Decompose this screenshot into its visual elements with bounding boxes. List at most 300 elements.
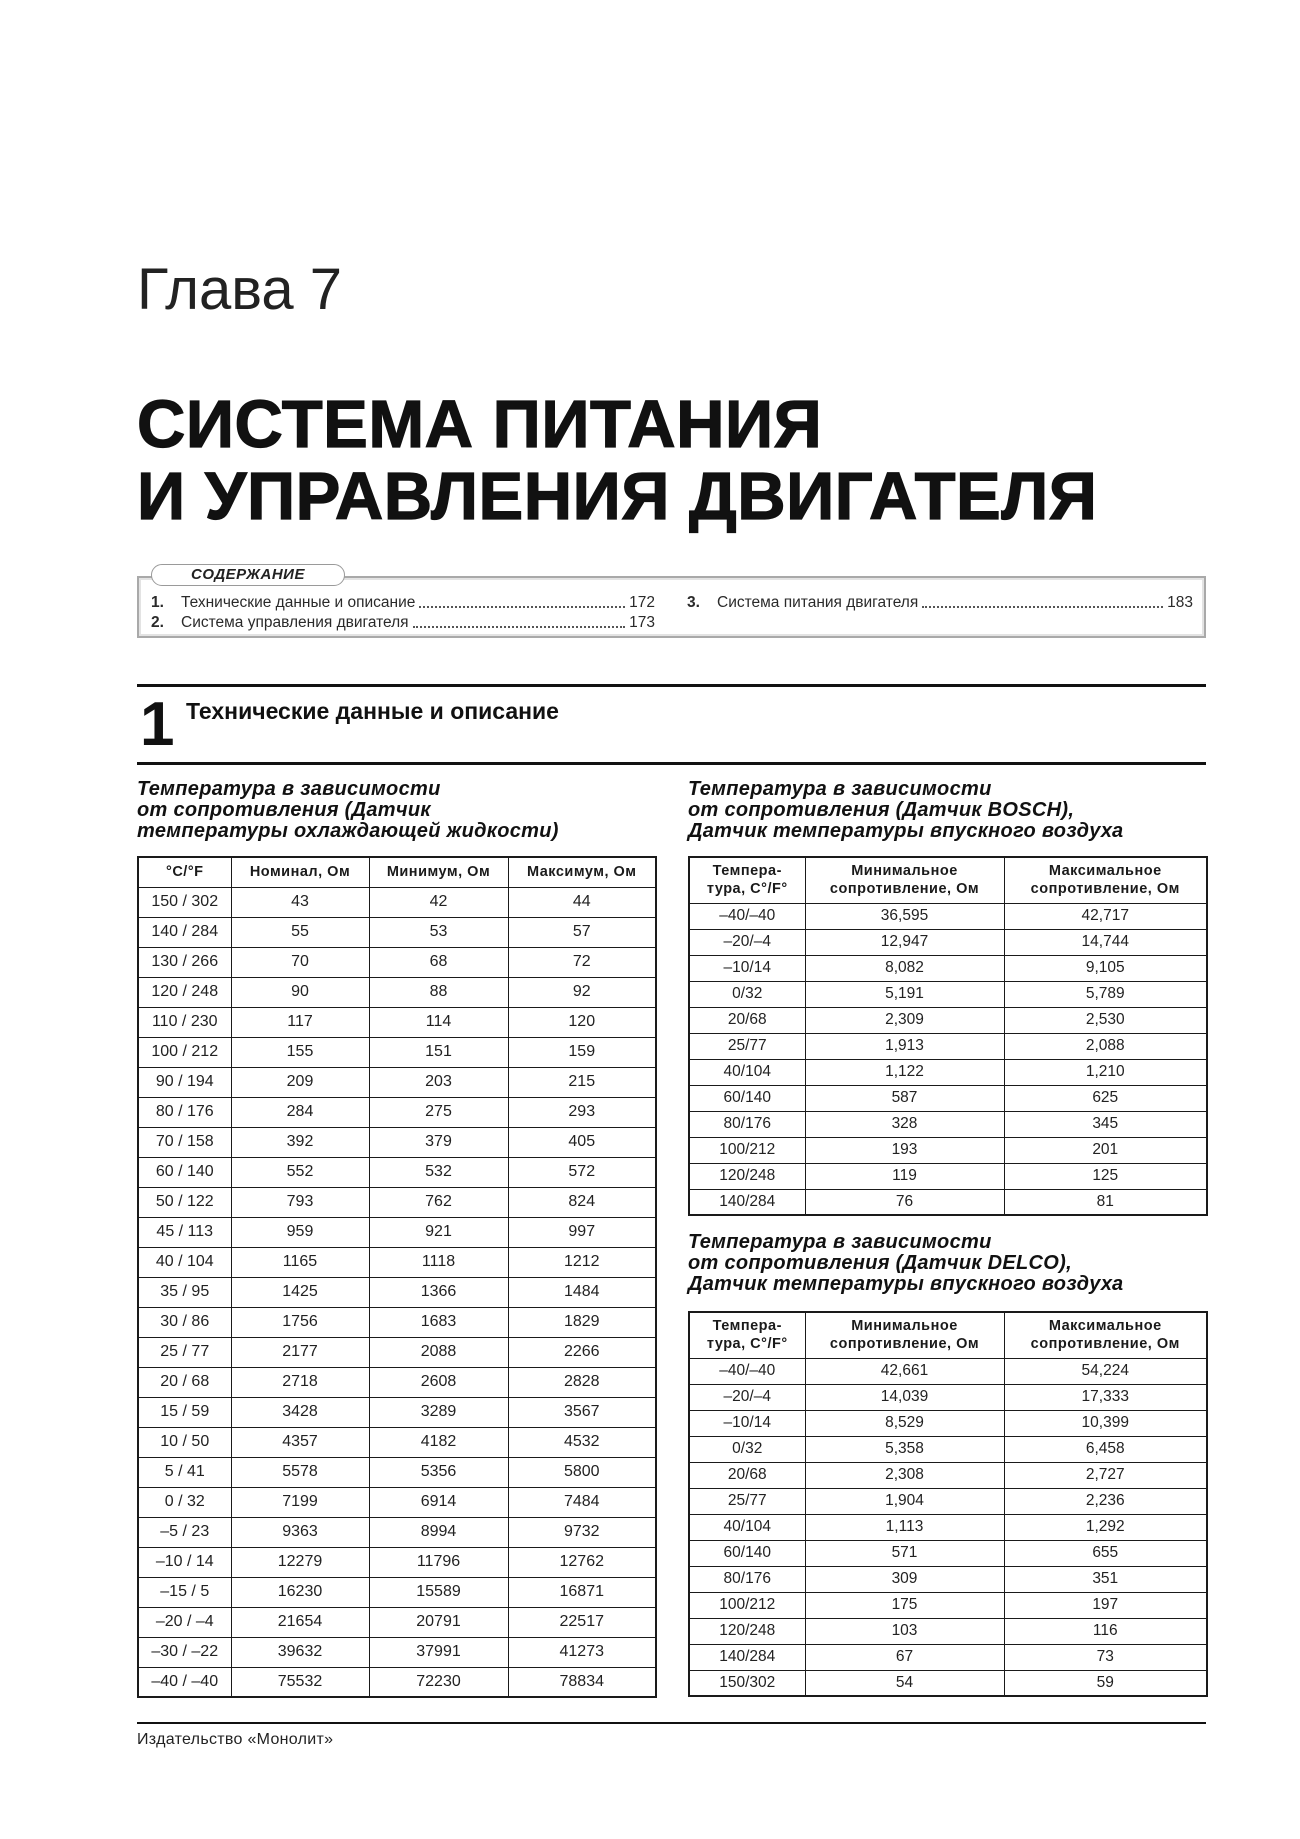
toc-page-number: 183: [1167, 594, 1193, 611]
section-top-rule: [137, 684, 1206, 687]
heading-line: Температура в зависимости: [688, 778, 992, 800]
table-row: [138, 1007, 656, 1037]
heading-line: Температура в зависимости: [688, 1231, 992, 1253]
resistance-cell: 328: [805, 1111, 1004, 1137]
temperature-cell: 30 / 86: [138, 1307, 231, 1337]
resistance-cell: 8994: [369, 1517, 508, 1547]
resistance-cell: 5578: [231, 1457, 369, 1487]
table-row: [689, 1618, 1207, 1644]
resistance-cell: 1165: [231, 1247, 369, 1277]
resistance-cell: 9732: [508, 1517, 656, 1547]
heading-line: от сопротивления (Датчик BOSCH),: [688, 799, 1075, 821]
resistance-cell: 54,224: [1004, 1358, 1207, 1384]
resistance-cell: 42,717: [1004, 903, 1207, 929]
toc-page-number: 172: [629, 594, 655, 611]
column-header: °C/°F: [138, 857, 231, 887]
temperature-cell: –5 / 23: [138, 1517, 231, 1547]
temperature-cell: –20 / –4: [138, 1607, 231, 1637]
column-header: [805, 857, 1004, 903]
table-row: [689, 1462, 1207, 1488]
table-row: [138, 1157, 656, 1187]
table-row: [689, 1566, 1207, 1592]
column-header: [689, 1312, 805, 1358]
table-row: [138, 1097, 656, 1127]
table-row: [689, 1436, 1207, 1462]
table-row: [689, 1111, 1207, 1137]
toc-title: Технические данные и описание: [181, 594, 416, 611]
table-row: [138, 1667, 656, 1697]
temperature-cell: 100/212: [689, 1137, 805, 1163]
table-row: [138, 1427, 656, 1457]
toc-number: 2.: [151, 614, 164, 631]
temperature-cell: 140 / 284: [138, 917, 231, 947]
resistance-cell: 8,082: [805, 955, 1004, 981]
resistance-cell: 2088: [369, 1337, 508, 1367]
column-header-line: тура, C°/F°: [706, 1336, 788, 1353]
resistance-cell: 1756: [231, 1307, 369, 1337]
resistance-cell: 175: [805, 1592, 1004, 1618]
column-header-line: сопротивление, Ом: [829, 1336, 980, 1353]
table-row: [689, 1137, 1207, 1163]
resistance-cell: 92: [508, 977, 656, 1007]
resistance-cell: 379: [369, 1127, 508, 1157]
toc-page-number: 173: [629, 614, 655, 631]
resistance-cell: 41273: [508, 1637, 656, 1667]
temperature-cell: 45 / 113: [138, 1217, 231, 1247]
table-row: [689, 1592, 1207, 1618]
column-header-line: сопротивление, Ом: [829, 881, 980, 898]
resistance-cell: 197: [1004, 1592, 1207, 1618]
column-header-line: Темпера-: [712, 1318, 782, 1335]
resistance-cell: 72: [508, 947, 656, 977]
resistance-cell: 997: [508, 1217, 656, 1247]
table-row: [689, 1644, 1207, 1670]
contents-heading: СОДЕРЖАНИЕ: [151, 564, 345, 586]
resistance-cell: 44: [508, 887, 656, 917]
heading-line: температуры охлаждающей жидкости): [137, 820, 559, 842]
temperature-cell: –20/–4: [689, 929, 805, 955]
temperature-cell: 35 / 95: [138, 1277, 231, 1307]
resistance-cell: 2718: [231, 1367, 369, 1397]
table-row: [138, 1547, 656, 1577]
resistance-cell: 114: [369, 1007, 508, 1037]
table-row: [138, 1397, 656, 1427]
heading-line: от сопротивления (Датчик: [137, 799, 431, 821]
temperature-cell: 50 / 122: [138, 1187, 231, 1217]
resistance-cell: 275: [369, 1097, 508, 1127]
temperature-cell: 40/104: [689, 1514, 805, 1540]
resistance-cell: 10,399: [1004, 1410, 1207, 1436]
resistance-cell: 42: [369, 887, 508, 917]
chapter-label: Глава 7: [137, 257, 343, 322]
table-row: [138, 887, 656, 917]
table-row: [138, 1577, 656, 1607]
table-row: [138, 1367, 656, 1397]
toc-number: 3.: [687, 594, 700, 611]
resistance-cell: 42,661: [805, 1358, 1004, 1384]
resistance-cell: 7199: [231, 1487, 369, 1517]
temperature-cell: 25 / 77: [138, 1337, 231, 1367]
temperature-cell: 120 / 248: [138, 977, 231, 1007]
toc-item-technical-data[interactable]: [151, 594, 655, 612]
resistance-cell: 75532: [231, 1667, 369, 1697]
heading-line: Температура в зависимости: [137, 778, 441, 800]
resistance-cell: 4532: [508, 1427, 656, 1457]
resistance-cell: 43: [231, 887, 369, 917]
table-row: [138, 1457, 656, 1487]
column-header-line: сопротивление, Ом: [1030, 881, 1180, 898]
resistance-cell: 68: [369, 947, 508, 977]
temperature-cell: –15 / 5: [138, 1577, 231, 1607]
resistance-cell: 21654: [231, 1607, 369, 1637]
table-row: [138, 1637, 656, 1667]
resistance-cell: 53: [369, 917, 508, 947]
temperature-cell: 120/248: [689, 1618, 805, 1644]
resistance-cell: 3428: [231, 1397, 369, 1427]
resistance-cell: 155: [231, 1037, 369, 1067]
resistance-cell: 4182: [369, 1427, 508, 1457]
table-row: [689, 1540, 1207, 1566]
toc-title: Система питания двигателя: [717, 594, 919, 611]
temperature-cell: 10 / 50: [138, 1427, 231, 1457]
table-row: [138, 1517, 656, 1547]
column-header-line: сопротивление, Ом: [1030, 1336, 1180, 1353]
table-row: [138, 947, 656, 977]
resistance-cell: 824: [508, 1187, 656, 1217]
toc-item-engine-control[interactable]: [151, 614, 655, 632]
resistance-cell: 1484: [508, 1277, 656, 1307]
resistance-cell: 73: [1004, 1644, 1207, 1670]
table-row: [689, 1189, 1207, 1215]
temperature-cell: 150/302: [689, 1670, 805, 1696]
temperature-cell: –10/14: [689, 1410, 805, 1436]
coolant-sensor-table: [137, 856, 657, 1698]
resistance-cell: 1,913: [805, 1033, 1004, 1059]
publisher-name: Издательство «Монолит»: [137, 1731, 334, 1748]
resistance-cell: 12762: [508, 1547, 656, 1577]
resistance-cell: 81: [1004, 1189, 1207, 1215]
table-header-row: [138, 857, 656, 887]
resistance-cell: 54: [805, 1670, 1004, 1696]
resistance-cell: 5,789: [1004, 981, 1207, 1007]
table-row: [138, 1277, 656, 1307]
resistance-cell: 1,210: [1004, 1059, 1207, 1085]
resistance-cell: 572: [508, 1157, 656, 1187]
resistance-cell: 119: [805, 1163, 1004, 1189]
temperature-cell: –10/14: [689, 955, 805, 981]
column-header: Максимум, Ом: [508, 857, 656, 887]
toc-leader: [922, 606, 1163, 608]
resistance-cell: 90: [231, 977, 369, 1007]
resistance-cell: 1212: [508, 1247, 656, 1277]
resistance-cell: 571: [805, 1540, 1004, 1566]
resistance-cell: 11796: [369, 1547, 508, 1577]
resistance-cell: 76: [805, 1189, 1004, 1215]
resistance-cell: 2,309: [805, 1007, 1004, 1033]
resistance-cell: 552: [231, 1157, 369, 1187]
resistance-cell: 284: [231, 1097, 369, 1127]
temperature-cell: 150 / 302: [138, 887, 231, 917]
resistance-cell: 3567: [508, 1397, 656, 1427]
heading-line: от сопротивления (Датчик DELCO),: [688, 1252, 1072, 1274]
table-row: [689, 1085, 1207, 1111]
toc-leader: [413, 626, 626, 628]
resistance-cell: 921: [369, 1217, 508, 1247]
table-row: [138, 1217, 656, 1247]
resistance-cell: 1683: [369, 1307, 508, 1337]
temperature-cell: –30 / –22: [138, 1637, 231, 1667]
table-row: [138, 1307, 656, 1337]
table-row: [689, 955, 1207, 981]
resistance-cell: 55: [231, 917, 369, 947]
column-header: [1004, 857, 1207, 903]
table-row: [138, 1067, 656, 1097]
resistance-cell: 309: [805, 1566, 1004, 1592]
resistance-cell: 37991: [369, 1637, 508, 1667]
resistance-cell: 203: [369, 1067, 508, 1097]
resistance-cell: 2,088: [1004, 1033, 1207, 1059]
table-row: [689, 903, 1207, 929]
resistance-cell: 532: [369, 1157, 508, 1187]
resistance-cell: 5,191: [805, 981, 1004, 1007]
column-header: [805, 1312, 1004, 1358]
resistance-cell: 103: [805, 1618, 1004, 1644]
resistance-cell: 793: [231, 1187, 369, 1217]
bosch-sensor-table: [688, 856, 1208, 1216]
resistance-cell: 12279: [231, 1547, 369, 1577]
resistance-cell: 39632: [231, 1637, 369, 1667]
resistance-cell: 1425: [231, 1277, 369, 1307]
toc-title: Система управления двигателя: [181, 614, 409, 631]
resistance-cell: 959: [231, 1217, 369, 1247]
toc-item-fuel-system[interactable]: [687, 594, 1193, 612]
resistance-cell: 6914: [369, 1487, 508, 1517]
table-header-row: [689, 1312, 1207, 1358]
resistance-cell: 5356: [369, 1457, 508, 1487]
resistance-cell: 117: [231, 1007, 369, 1037]
temperature-cell: 20 / 68: [138, 1367, 231, 1397]
toc-number: 1.: [151, 594, 164, 611]
resistance-cell: 1366: [369, 1277, 508, 1307]
temperature-cell: 40/104: [689, 1059, 805, 1085]
temperature-cell: 110 / 230: [138, 1007, 231, 1037]
resistance-cell: 1,292: [1004, 1514, 1207, 1540]
resistance-cell: 1,122: [805, 1059, 1004, 1085]
temperature-cell: 80/176: [689, 1566, 805, 1592]
chapter-title-line-2: И УПРАВЛЕНИЯ ДВИГАТЕЛЯ: [137, 459, 1098, 534]
resistance-cell: 4357: [231, 1427, 369, 1457]
column-header: [1004, 1312, 1207, 1358]
temperature-cell: 120/248: [689, 1163, 805, 1189]
resistance-cell: 2828: [508, 1367, 656, 1397]
resistance-cell: 5800: [508, 1457, 656, 1487]
temperature-cell: –10 / 14: [138, 1547, 231, 1577]
temperature-cell: 140/284: [689, 1189, 805, 1215]
table-row: [138, 1337, 656, 1367]
table-row: [689, 1514, 1207, 1540]
resistance-cell: 14,039: [805, 1384, 1004, 1410]
table-row: [138, 1247, 656, 1277]
column-header: Минимум, Ом: [369, 857, 508, 887]
resistance-cell: 392: [231, 1127, 369, 1157]
table-row: [689, 1163, 1207, 1189]
temperature-cell: –40 / –40: [138, 1667, 231, 1697]
temperature-cell: 100 / 212: [138, 1037, 231, 1067]
resistance-cell: 88: [369, 977, 508, 1007]
resistance-cell: 16871: [508, 1577, 656, 1607]
column-header-line: тура, C°/F°: [706, 881, 788, 898]
table-row: [689, 1358, 1207, 1384]
resistance-cell: 67: [805, 1644, 1004, 1670]
table-row: [689, 1007, 1207, 1033]
resistance-cell: 59: [1004, 1670, 1207, 1696]
resistance-cell: 14,744: [1004, 929, 1207, 955]
resistance-cell: 5,358: [805, 1436, 1004, 1462]
column-header-line: Минимальное: [851, 1318, 958, 1335]
bosch-table-heading: [688, 779, 1123, 842]
resistance-cell: 12,947: [805, 929, 1004, 955]
resistance-cell: 345: [1004, 1111, 1207, 1137]
resistance-cell: 2266: [508, 1337, 656, 1367]
resistance-cell: 8,529: [805, 1410, 1004, 1436]
resistance-cell: 159: [508, 1037, 656, 1067]
column-header-line: Темпера-: [712, 863, 782, 880]
resistance-cell: 193: [805, 1137, 1004, 1163]
resistance-cell: 9,105: [1004, 955, 1207, 981]
chapter-title-line-1: СИСТЕМА ПИТАНИЯ: [137, 387, 823, 462]
temperature-cell: –40/–40: [689, 1358, 805, 1384]
resistance-cell: 293: [508, 1097, 656, 1127]
resistance-cell: 405: [508, 1127, 656, 1157]
table-row: [138, 977, 656, 1007]
temperature-cell: 0 / 32: [138, 1487, 231, 1517]
temperature-cell: 80 / 176: [138, 1097, 231, 1127]
column-header-line: Максимальное: [1048, 1318, 1162, 1335]
coolant-table-heading: [137, 779, 559, 842]
temperature-cell: 25/77: [689, 1488, 805, 1514]
resistance-cell: 120: [508, 1007, 656, 1037]
resistance-cell: 1118: [369, 1247, 508, 1277]
resistance-cell: 2608: [369, 1367, 508, 1397]
resistance-cell: 22517: [508, 1607, 656, 1637]
table-row: [689, 929, 1207, 955]
section-bottom-rule: [137, 762, 1206, 765]
resistance-cell: 2,727: [1004, 1462, 1207, 1488]
column-header: [689, 857, 805, 903]
temperature-cell: 130 / 266: [138, 947, 231, 977]
heading-line: Датчик температуры впускного воздуха: [688, 820, 1124, 842]
temperature-cell: 20/68: [689, 1462, 805, 1488]
temperature-cell: 70 / 158: [138, 1127, 231, 1157]
resistance-cell: 655: [1004, 1540, 1207, 1566]
resistance-cell: 20791: [369, 1607, 508, 1637]
resistance-cell: 7484: [508, 1487, 656, 1517]
table-row: [689, 1488, 1207, 1514]
resistance-cell: 72230: [369, 1667, 508, 1697]
temperature-cell: 100/212: [689, 1592, 805, 1618]
table-row: [689, 1033, 1207, 1059]
column-header-line: Минимальное: [851, 863, 958, 880]
temperature-cell: –20/–4: [689, 1384, 805, 1410]
table-row: [138, 1187, 656, 1217]
temperature-cell: 15 / 59: [138, 1397, 231, 1427]
table-row: [689, 1059, 1207, 1085]
temperature-cell: 90 / 194: [138, 1067, 231, 1097]
resistance-cell: 15589: [369, 1577, 508, 1607]
table-header-row: [689, 857, 1207, 903]
table-row: [138, 1127, 656, 1157]
column-header: Номинал, Ом: [231, 857, 369, 887]
resistance-cell: 36,595: [805, 903, 1004, 929]
resistance-cell: 125: [1004, 1163, 1207, 1189]
resistance-cell: 6,458: [1004, 1436, 1207, 1462]
resistance-cell: 762: [369, 1187, 508, 1217]
temperature-cell: 0/32: [689, 1436, 805, 1462]
resistance-cell: 1,113: [805, 1514, 1004, 1540]
table-row: [689, 1410, 1207, 1436]
resistance-cell: 70: [231, 947, 369, 977]
resistance-cell: 1,904: [805, 1488, 1004, 1514]
temperature-cell: 20/68: [689, 1007, 805, 1033]
resistance-cell: 625: [1004, 1085, 1207, 1111]
heading-line: Датчик температуры впускного воздуха: [688, 1273, 1124, 1295]
resistance-cell: 2,530: [1004, 1007, 1207, 1033]
temperature-cell: 60 / 140: [138, 1157, 231, 1187]
table-row: [138, 1487, 656, 1517]
resistance-cell: 3289: [369, 1397, 508, 1427]
resistance-cell: 151: [369, 1037, 508, 1067]
temperature-cell: 140/284: [689, 1644, 805, 1670]
table-row: [689, 1670, 1207, 1696]
table-row: [138, 917, 656, 947]
temperature-cell: 60/140: [689, 1540, 805, 1566]
column-header-line: Максимальное: [1048, 863, 1162, 880]
temperature-cell: –40/–40: [689, 903, 805, 929]
resistance-cell: 16230: [231, 1577, 369, 1607]
table-row: [689, 981, 1207, 1007]
temperature-cell: 60/140: [689, 1085, 805, 1111]
resistance-cell: 116: [1004, 1618, 1207, 1644]
section-title: Технические данные и описание: [186, 698, 559, 724]
table-row: [138, 1037, 656, 1067]
resistance-cell: 57: [508, 917, 656, 947]
resistance-cell: 1829: [508, 1307, 656, 1337]
footer-rule: [137, 1722, 1206, 1724]
resistance-cell: 2177: [231, 1337, 369, 1367]
temperature-cell: 25/77: [689, 1033, 805, 1059]
resistance-cell: 2,236: [1004, 1488, 1207, 1514]
resistance-cell: 78834: [508, 1667, 656, 1697]
table-row: [689, 1384, 1207, 1410]
table-row: [138, 1607, 656, 1637]
toc-leader: [419, 606, 625, 608]
delco-sensor-table: [688, 1311, 1208, 1697]
resistance-cell: 215: [508, 1067, 656, 1097]
temperature-cell: 5 / 41: [138, 1457, 231, 1487]
resistance-cell: 201: [1004, 1137, 1207, 1163]
section-number: 1: [140, 690, 175, 759]
temperature-cell: 80/176: [689, 1111, 805, 1137]
resistance-cell: 2,308: [805, 1462, 1004, 1488]
resistance-cell: 17,333: [1004, 1384, 1207, 1410]
temperature-cell: 0/32: [689, 981, 805, 1007]
resistance-cell: 209: [231, 1067, 369, 1097]
temperature-cell: 40 / 104: [138, 1247, 231, 1277]
resistance-cell: 9363: [231, 1517, 369, 1547]
resistance-cell: 351: [1004, 1566, 1207, 1592]
resistance-cell: 587: [805, 1085, 1004, 1111]
delco-table-heading: [688, 1232, 1123, 1295]
